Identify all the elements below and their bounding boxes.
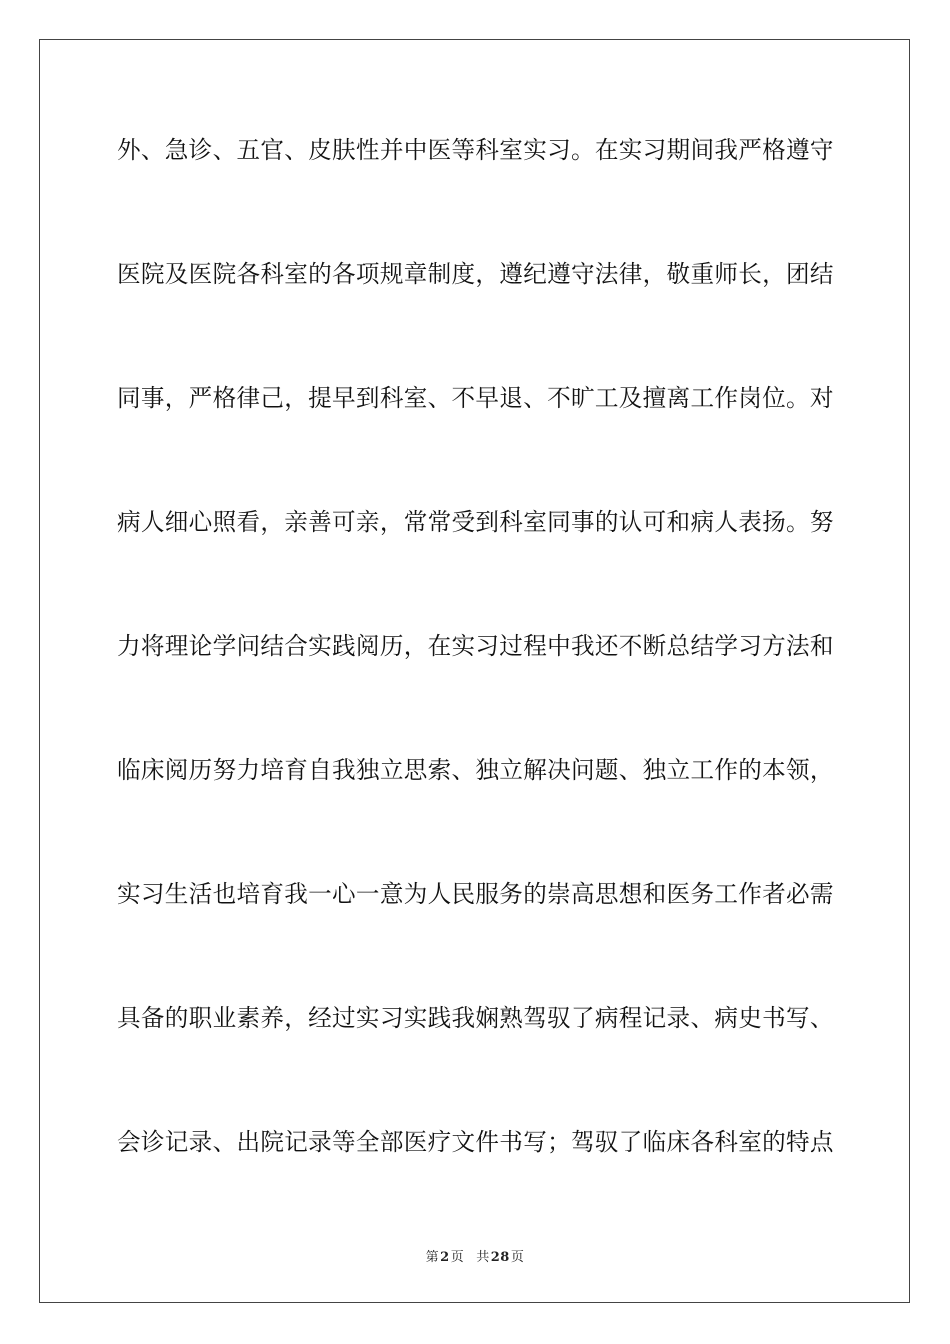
- body-text: [117, 125, 833, 1241]
- body-line-6: 临床阅历努力培育自我独立思索、独立解决问题、独立工作的本领，: [117, 756, 834, 784]
- total-prefix: 共: [476, 1250, 490, 1265]
- body-line-4: 病人细心照看，亲善可亲，常常受到科室同事的认可和病人表扬。努: [117, 508, 834, 536]
- page-number: 2: [440, 1250, 450, 1265]
- body-line-8: 具备的职业素养，经过实习实践我娴熟驾驭了病程记录、病史书写、: [117, 1004, 834, 1032]
- page-suffix: 页: [450, 1250, 465, 1265]
- body-line-9: 会诊记录、出院记录等全部医疗文件书写；驾驭了临床各科室的特点: [117, 1128, 834, 1156]
- body-line-2: 医院及医院各科室的各项规章制度，遵纪遵守法律，敬重师长，团结: [117, 260, 834, 288]
- body-line-3: 同事，严格律己，提早到科室、不早退、不旷工及擅离工作岗位。对: [117, 384, 834, 412]
- total-suffix: 页: [510, 1250, 525, 1265]
- body-line-5: 力将理论学问结合实践阅历，在实习过程中我还不断总结学习方法和: [117, 632, 834, 660]
- page-prefix: 第: [425, 1250, 440, 1265]
- page-footer: [0, 1246, 950, 1265]
- body-line-7: 实习生活也培育我一心一意为人民服务的崇高思想和医务工作者必需: [117, 880, 834, 908]
- total-pages: 28: [490, 1250, 510, 1265]
- body-line-1: 外、急诊、五官、皮肤性并中医等科室实习。在实习期间我严格遵守: [117, 136, 834, 164]
